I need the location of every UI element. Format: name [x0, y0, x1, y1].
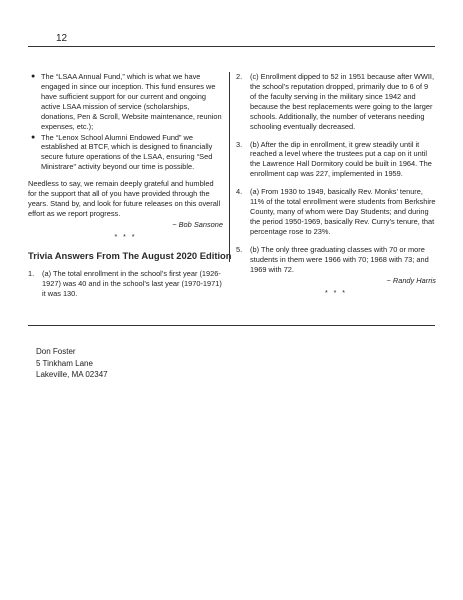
bullet-text: The “LSAA Annual Fund,” which is what we have engaged in since our inception. This fund ensures we have sufficient support for our current and ongoing active LSAA mission of service (scholarships, donations, Pen & Scroll, Website maintenance, reunion expenses, etc.);	[41, 72, 222, 131]
answer-number: 1.	[28, 268, 35, 278]
address-name: Don Foster	[36, 347, 76, 356]
fund-bullet-list	[28, 72, 223, 172]
answer-text: (c) Enrollment dipped to 52 in 1951 because after WWII, the school’s reputation dropped, primarily due to 6 of 9 of the faculty serving in the military since 1942 and because the best replacements were going to the larger schools. Additionally, the number of veterans needing schooling eventually decreased.	[250, 72, 435, 131]
mailing-address	[36, 346, 108, 381]
header-rule	[28, 46, 435, 47]
answer-text: (a) From 1930 to 1949, basically Rev. Monks’ tenure, 11% of the total enrollment were students from Berkshire County, many of whom were Day Students; and during the period 1950-1969, basically Rev. Curry’s tenure, that percentage rose to 23%.	[250, 187, 436, 236]
right-column	[236, 72, 436, 298]
trivia-answers-heading: Trivia Answers From The August 2020 Edition	[28, 250, 232, 262]
answer-number: 4.	[236, 187, 243, 197]
section-separator: * * *	[324, 289, 348, 297]
left-column	[28, 72, 232, 307]
trivia-answer-4	[236, 187, 436, 237]
bullet-icon: ●	[31, 73, 36, 80]
bullet-item-annual-fund	[28, 72, 223, 132]
answer-number: 2.	[236, 72, 243, 81]
signature-bob-sansone: ~ Bob Sansone	[172, 219, 223, 229]
bullet-icon: ●	[31, 133, 36, 141]
answer-number: 3.	[236, 139, 243, 149]
trivia-answer-5	[236, 245, 436, 275]
answer-number: 5.	[236, 244, 243, 254]
address-city: Lakeville, MA 02347	[36, 370, 108, 380]
trivia-answer-2	[236, 72, 436, 132]
page-number: 12	[56, 33, 68, 44]
trivia-answer-3	[236, 140, 436, 180]
address-street: 5 Tinkham Lane	[36, 358, 93, 368]
answer-text: (b) After the dip in enrollment, it grew steadily until it reached a level where the trustees put a cap on it until the Lawrence Hall Dormitory could be built in 1964. The enrollment cap was 227, implemented in 1959.	[250, 139, 432, 179]
closing-paragraph: Needless to say, we remain deeply grateful and humbled for the support that all of you have provided through the years. Stand by, and look for future releases on this overall effort as we report progress.	[28, 179, 221, 218]
answer-text: (a) The total enrollment in the school’s first year (1926-1927) was 40 and in the school’s last year (1970-1971) it was 130.	[42, 268, 222, 298]
column-divider	[229, 72, 230, 262]
bullet-text: The “Lenox School Alumni Endowed Fund” we established at BTCF, which is designed to financially secure future operations of the LSAA, ensuring “Sed Ministrare” activity beyond our time is possible.	[41, 132, 213, 172]
mailing-rule	[28, 325, 435, 326]
section-separator: * * *	[114, 233, 137, 241]
answer-text: (b) The only three graduating classes with 70 or more students in them were 1966 with 70; 1968 with 73; and 1969 with 72.	[250, 244, 429, 274]
signature-randy-harris: ~ Randy Harris	[386, 275, 436, 285]
trivia-answer-1	[28, 269, 223, 299]
bullet-item-endowed-fund	[28, 133, 223, 173]
